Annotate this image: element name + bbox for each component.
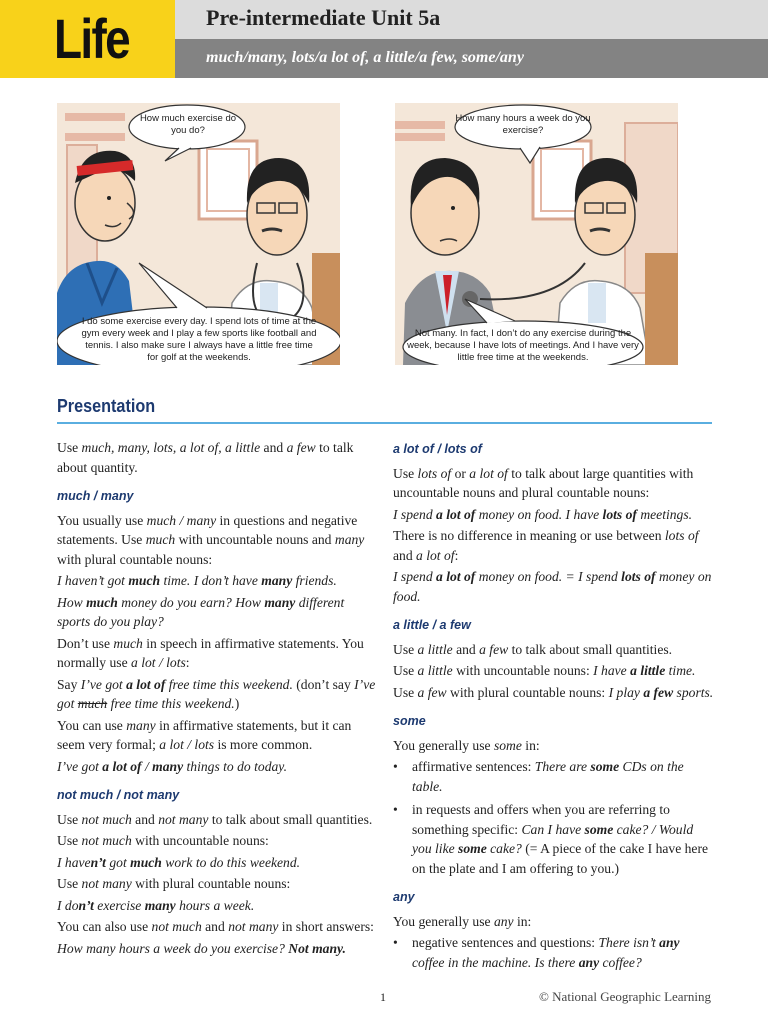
heading-some: some xyxy=(393,714,426,728)
any-list xyxy=(393,933,715,972)
heading-any: any xyxy=(393,890,415,904)
list-item: • negative sentences and questions: There isn’t any coffee in the machine. Is there any coffee? xyxy=(393,933,715,972)
any-rule: You generally use any in: xyxy=(393,913,532,929)
not-much-example-1: I haven’t got much work to do this weekend. xyxy=(57,854,301,870)
some-list xyxy=(393,757,715,878)
logo-text: Life xyxy=(54,7,130,70)
header-title-bar xyxy=(175,0,768,39)
header-subtitle-bar xyxy=(175,39,768,78)
list-item: • affirmative sentences: There are some CDs on the table. xyxy=(393,757,715,796)
heading-much-many: much / many xyxy=(57,489,134,503)
cartoon-panel-1 xyxy=(57,103,340,365)
not-much-rule-2: Use not much with uncountable nouns: xyxy=(57,833,269,848)
much-many-example-2: How much money do you earn? How many different sports do you play? xyxy=(57,594,345,629)
left-column xyxy=(57,438,377,960)
heading-a-lot-of: a lot of / lots of xyxy=(393,442,482,456)
right-column xyxy=(393,440,715,976)
a-little-rule-2: Use a little with uncountable nouns: I have a little time. xyxy=(393,663,696,678)
much-many-example-1: I haven’t got much time. I don’t have many friends. xyxy=(57,573,337,588)
much-many-rule: You usually use much / many in questions and negative statements. Use much with uncountable nouns and many with plural countable nouns: xyxy=(57,512,365,567)
a-lot-of-rule: Use lots of or a lot of to talk about large quantities with uncountable nouns and plural countable nouns: xyxy=(393,465,694,500)
page-number: 1 xyxy=(380,990,386,1004)
not-many-rule: Use not many with plural countable nouns: xyxy=(57,876,291,891)
a-lot-of-rule-2: There is no difference in meaning or use between lots of and a lot of: xyxy=(393,528,699,563)
speech-bubble-question-2: How many hours a week do you exercise? xyxy=(455,113,591,136)
a-little-rule-1: Use a little and a few to talk about small quantities. xyxy=(393,641,673,657)
a-few-rule: Use a few with plural countable nouns: I play a few sports. xyxy=(393,684,714,700)
much-many-example-3: I’ve got a lot of / many things to do today. xyxy=(57,758,287,774)
section-divider xyxy=(57,422,712,424)
short-answers-rule: You can also use not much and not many in short answers: xyxy=(57,919,374,934)
unit-title: Pre-intermediate Unit 5a xyxy=(206,5,441,30)
short-answer-example: How many hours a week do you exercise? Not many. xyxy=(57,940,346,956)
list-item: • in requests and offers when you are referring to something specific: Can I have some cake? / Would you like some cake? (= A piece of the cake I have here on the plate and I am offering to you.) xyxy=(393,800,715,878)
unit-subtitle: much/many, lots/a lot of, a little/a few, some/any xyxy=(206,49,524,66)
speech-bubble-question-1: How much exercise do you do? xyxy=(139,113,237,136)
much-many-rule-2: Don’t use much in speech in affirmative statements. You normally use a lot / lots: xyxy=(57,635,364,670)
cartoon-panel-2 xyxy=(395,103,678,365)
copyright-notice: © National Geographic Learning xyxy=(539,989,711,1004)
section-title: Presentation xyxy=(57,396,156,416)
speech-bubble-answer-2: Not many. In fact, I don’t do any exercise during the week, because I have lots of meetings. And I have very little free time at the weekends. xyxy=(407,328,639,363)
some-rule: You generally use some in: xyxy=(393,737,540,753)
life-logo xyxy=(0,0,175,78)
cartoon-illustration-2 xyxy=(395,103,678,365)
heading-not-much-not-many: not much / not many xyxy=(57,788,180,802)
not-much-rule-1: Use not much and not many to talk about small quantities. xyxy=(57,811,373,827)
heading-a-little-a-few: a little / a few xyxy=(393,618,471,632)
speech-bubble-answer-1: I do some exercise every day. I spend lots of time at the gym every week and I play a few sports like football and tennis. I also make sure I always have a little free time for golf at the weekends. xyxy=(81,316,317,363)
a-lot-of-example-2: I spend a lot of money on food. = I spend lots of money on food. xyxy=(393,569,712,604)
much-many-rule-4: You can use many in affirmative statements, but it can seem very formal; a lot / lots is more common. xyxy=(57,717,352,752)
much-many-rule-3: Say I’ve got a lot of free time this weekend. (don’t say I’ve got much free time this weekend.) xyxy=(57,676,376,711)
intro-paragraph: Use much, many, lots, a lot of, a little and a few to talk about quantity. xyxy=(57,440,354,475)
a-lot-of-example-1: I spend a lot of money on food. I have lots of meetings. xyxy=(393,506,693,522)
not-many-example: I don’t exercise many hours a week. xyxy=(57,897,255,913)
